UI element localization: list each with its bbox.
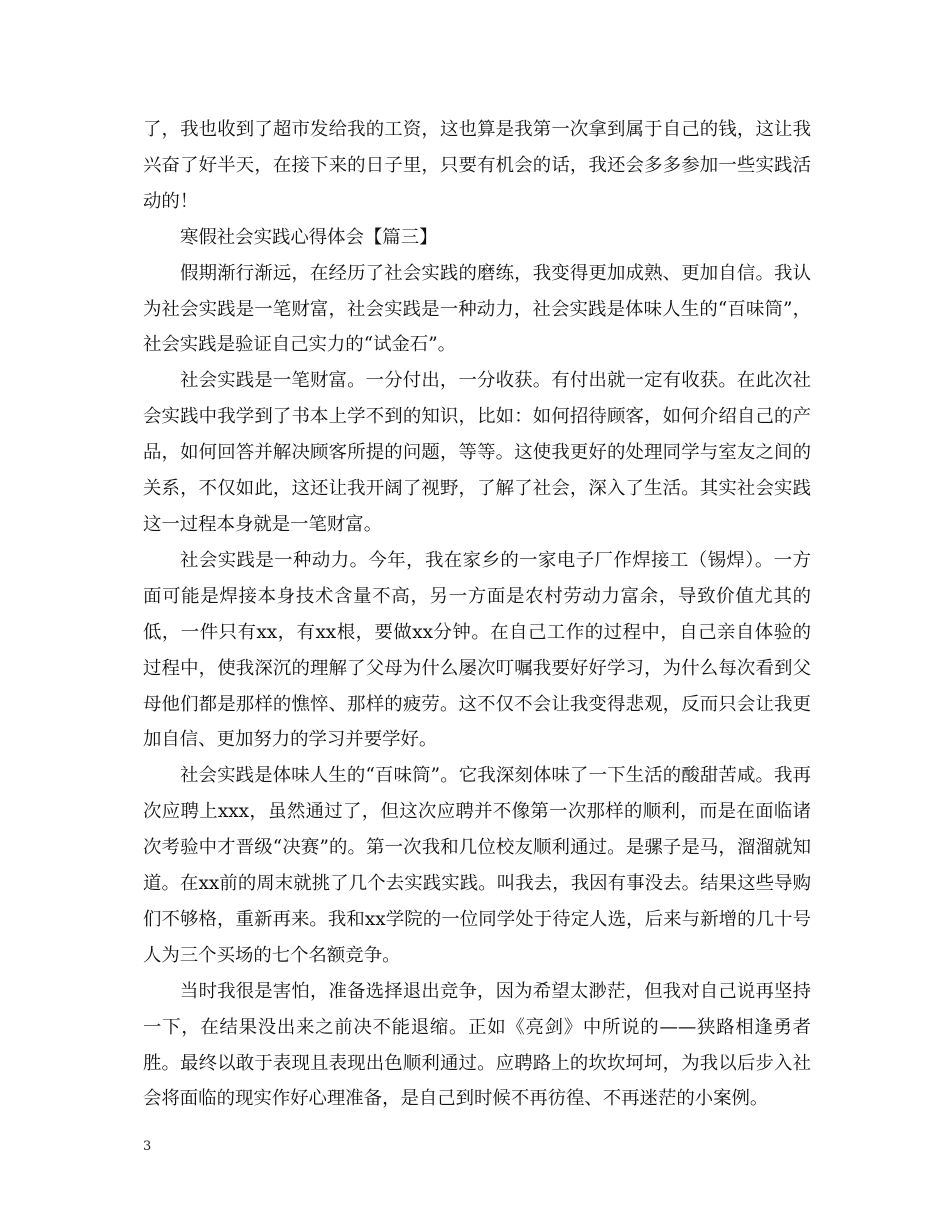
paragraph: 社会实践是体味人生的“百味筒”。它我深刻体味了一下生活的酸甜苦咸。我再次应聘上xxx，虽然通过了，但这次应聘并不像第一次那样的顺利，而是在面临诸次考验中才晋级“决赛”的。第一次我和几位校友顺利通过。是骡子是马，溜溜就知道。在xx前的周末就挑了几个去实践实践。叫我去，我因有事没去。结果这些导购们不够格，重新再来。我和xx学院的一位同学处于待定人选，后来与新增的几十号人为三个买场的七个名额竞争。	[143, 765, 811, 966]
paragraph: 假期渐行渐远，在经历了社会实践的磨练，我变得更加成熟、更加自信。我认为社会实践是一笔财富，社会实践是一种动力，社会实践是体味人生的“百味筒”，社会实践是验证自己实力的“试金石”。	[143, 262, 811, 356]
section-heading: 寒假社会实践心得体会【篇三】	[180, 226, 438, 248]
paragraph-continued: 了，我也收到了超市发给我的工资，这也算是我第一次拿到属于自己的钱，这让我兴奋了好半天，在接下来的日子里，只要有机会的话，我还会多多参加一些实践活动的！	[143, 119, 811, 212]
paragraph: 当时我很是害怕，准备选择退出竞争，因为希望太渺茫，但我对自己说再坚持一下，在结果没出来之前决不能退缩。正如《亮剑》中所说的——狭路相逢勇者胜。最终以敢于表现且表现出色顺利通过。应聘路上的坎坎坷坷，为我以后步入社会将面临的现实作好心理准备，是自己到时候不再彷徨、不再迷茫的小案例。	[143, 980, 811, 1110]
paragraph: 社会实践是一笔财富。一分付出，一分收获。有付出就一定有收获。在此次社会实践中我学到了书本上学不到的知识，比如：如何招待顾客，如何介绍自己的产品，如何回答并解决顾客所提的问题，等等。这使我更好的处理同学与室友之间的关系，不仅如此，这还让我开阔了视野，了解了社会，深入了生活。其实社会实践这一过程本身就是一笔财富。	[143, 370, 811, 535]
document-body	[143, 112, 811, 1117]
page-number: 3	[143, 1139, 152, 1154]
paragraph: 社会实践是一种动力。今年，我在家乡的一家电子厂作焊接工（锡焊）。一方面可能是焊接本身技术含量不高，另一方面是农村劳动力富余，导致价值尤其的低，一件只有xx，有xx根，要做xx分钟。在自己工作的过程中，自己亲自体验的过程中，使我深沉的理解了父母为什么屡次叮嘱我要好好学习，为什么每次看到父母他们都是那样的憔悴、那样的疲劳。这不仅不会让我变得悲观，反而只会让我更加自信、更加努力的学习并要学好。	[143, 549, 811, 751]
